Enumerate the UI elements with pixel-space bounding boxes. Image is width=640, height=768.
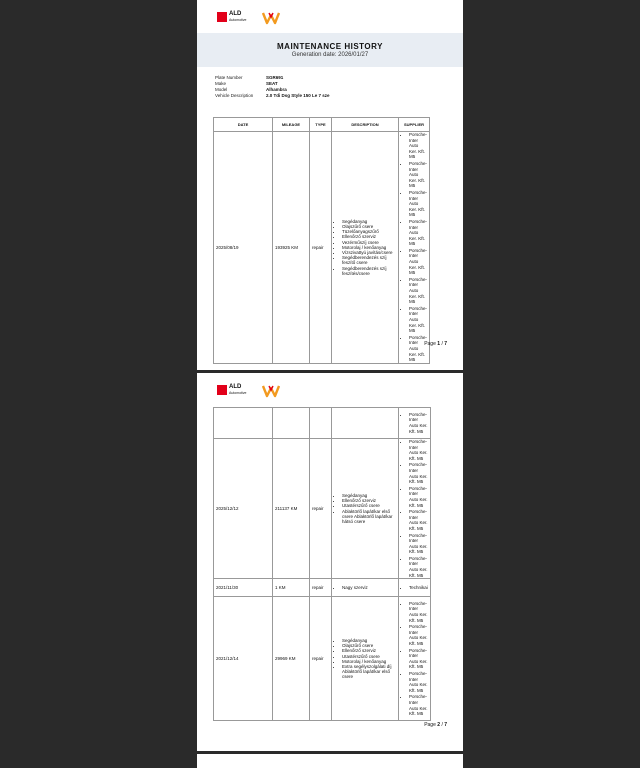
row-supplier xyxy=(399,439,431,579)
description-item: • Segédanyag xyxy=(342,493,396,498)
ald-logo-icon xyxy=(217,385,227,395)
row-date: 2025/12/12 xyxy=(214,439,273,579)
supplier-item: • Porsche-Inter Auto Ker. Kft. M5 xyxy=(409,335,427,363)
col-type-header: TYPE xyxy=(310,118,332,132)
ald-logo-subtext: Automotive xyxy=(229,18,247,22)
supplier-item: • Porsche-Inter Auto Ker. Kft. M5 xyxy=(409,306,427,334)
table-row xyxy=(214,132,430,364)
row-date: 2025/08/19 xyxy=(214,132,273,364)
partner-logo-icon xyxy=(262,11,280,25)
maintenance-table xyxy=(213,407,431,721)
description-item: • Extra segélyszolgálati díj Ablaktörlő lapát/kar első csere xyxy=(342,664,396,680)
description-item: • Olajszűrő csere xyxy=(342,224,396,229)
supplier-item: • Porsche-Inter Auto Ker. Kft. M5 xyxy=(409,190,427,218)
row-supplier xyxy=(399,408,431,439)
model-label: Model xyxy=(215,87,228,92)
ald-logo-text: ALD xyxy=(229,384,242,390)
description-item: • Segédberendezés szíj feszítés/csere xyxy=(342,266,396,276)
page-current: 2 xyxy=(437,722,441,728)
document-title: MAINTENANCE HISTORY xyxy=(277,42,383,51)
page-number xyxy=(424,722,447,728)
row-type xyxy=(310,408,332,439)
supplier-item: • Porsche-Inter Auto Ker. Kft. M5 xyxy=(409,533,428,555)
table-row xyxy=(214,579,431,597)
row-supplier xyxy=(399,597,431,721)
generation-date xyxy=(197,52,463,58)
description-item: • Segédanyag xyxy=(342,638,396,643)
supplier-item: • Technikai xyxy=(409,585,428,591)
supplier-list xyxy=(401,601,428,717)
row-date xyxy=(214,408,273,439)
description-list xyxy=(334,638,396,680)
supplier-list xyxy=(401,132,427,363)
partner-logo-icon xyxy=(262,384,280,398)
page-current: 1 xyxy=(437,341,441,347)
row-type: repair xyxy=(310,439,332,579)
supplier-item: • Porsche-Inter Auto Ker. Kft. M5 xyxy=(409,412,428,434)
make-label: Make xyxy=(215,81,227,86)
row-description xyxy=(332,132,399,364)
supplier-item: • Porsche-Inter Auto Ker. Kft. M5 xyxy=(409,648,428,670)
col-date-header: DATE xyxy=(214,118,273,132)
table-header-row xyxy=(214,118,430,132)
supplier-item: • Porsche-Inter Auto Ker. Kft. M5 xyxy=(409,486,428,508)
description-item: • Ellenőrző szerviz xyxy=(342,234,396,239)
make-value: SEAT xyxy=(266,81,278,86)
supplier-list xyxy=(401,412,428,434)
row-mileage: 1 KM xyxy=(273,579,310,597)
maintenance-table xyxy=(213,117,430,364)
description-item: • Vezérműszíj csere xyxy=(342,240,396,245)
col-description-header: DESCRIPTION xyxy=(332,118,399,132)
description-list xyxy=(334,493,396,524)
row-description xyxy=(332,439,399,579)
row-supplier xyxy=(399,579,431,597)
supplier-list xyxy=(401,439,428,578)
supplier-item: • Porsche-Inter Auto Ker. Kft. M5 xyxy=(409,161,427,189)
supplier-item: • Porsche-Inter Auto Ker. Kft. M5 xyxy=(409,694,428,716)
description-item: • Segédberendezés szíj feszítő csere xyxy=(342,255,396,265)
supplier-item: • Porsche-Inter Auto Ker. Kft. M5 xyxy=(409,277,427,305)
description-item: • Ellenőrző szerviz xyxy=(342,498,396,503)
row-description xyxy=(332,408,399,439)
supplier-item: • Porsche-Inter Auto Ker. Kft. M5 xyxy=(409,624,428,646)
col-supplier-header: SUPPLIER xyxy=(399,118,430,132)
description-list xyxy=(334,585,396,590)
description-item: • Motorolaj / kenőanyag xyxy=(342,245,396,250)
row-type: repair xyxy=(310,132,332,364)
description-item: • Tüzelőanyagszűrő xyxy=(342,229,396,234)
description-item: • Segédanyag xyxy=(342,219,396,224)
supplier-item: • Porsche-Inter Auto Ker. Kft. M5 xyxy=(409,439,428,461)
ald-logo-text: ALD xyxy=(229,11,242,17)
plate-value: SGR691 xyxy=(266,75,284,80)
description-list xyxy=(334,219,396,276)
supplier-item: • Porsche-Inter Auto Ker. Kft. M5 xyxy=(409,132,427,160)
supplier-item: • Porsche-Inter Auto Ker. Kft. M5 xyxy=(409,219,427,247)
row-type: repair xyxy=(310,579,332,597)
page-sep: / xyxy=(441,341,443,347)
table-row xyxy=(214,439,431,579)
page-total: 7 xyxy=(444,722,447,728)
description-item: • Vízszivattyú javítás/csere xyxy=(342,250,396,255)
page-label: Page xyxy=(424,341,436,347)
table-row xyxy=(214,597,431,721)
row-supplier xyxy=(399,132,430,364)
supplier-item: • Porsche-Inter Auto Ker. Kft. M5 xyxy=(409,509,428,531)
row-mileage: 29969 KM xyxy=(273,597,310,721)
generation-date-label: Generation date: xyxy=(291,52,337,58)
document-page-1 xyxy=(197,0,463,370)
document-page-3 xyxy=(197,754,463,768)
document-page-2 xyxy=(197,373,463,751)
supplier-item: • Porsche-Inter Auto Ker. Kft. M5 xyxy=(409,556,428,578)
description-item: • Olajszűrő csere xyxy=(342,643,396,648)
description-item: • Nagy szerviz xyxy=(342,585,396,590)
row-description xyxy=(332,579,399,597)
description-item: • Utastérszűrő csere xyxy=(342,503,396,508)
row-date: 2021/11/30 xyxy=(214,579,273,597)
row-type: repair xyxy=(310,597,332,721)
row-date: 2021/12/14 xyxy=(214,597,273,721)
description-item: • Ablaktörlő lapát/kar első csere Ablaktörlő lapát/kar hátsó csere xyxy=(342,509,396,525)
supplier-item: • Porsche-Inter Auto Ker. Kft. M5 xyxy=(409,248,427,276)
page-number xyxy=(424,341,447,347)
row-mileage: 193925 KM xyxy=(273,132,310,364)
row-mileage: 211137 KM xyxy=(273,439,310,579)
ald-logo-subtext: Automotive xyxy=(229,391,247,395)
description-item: • Ellenőrző szerviz xyxy=(342,648,396,653)
description-item: • Utastérszűrő csere xyxy=(342,654,396,659)
page-sep: / xyxy=(441,722,443,728)
vehicle-desc-value: 2.0 Tdi Dsg Style 150 Le 7 sze xyxy=(266,93,330,98)
generation-date-value: 2026/01/27 xyxy=(338,52,369,58)
vehicle-desc-label: Vehicle Description xyxy=(215,93,254,98)
page-label: Page xyxy=(424,722,436,728)
description-item: • Motorolaj / kenőanyag xyxy=(342,659,396,664)
supplier-item: • Porsche-Inter Auto Ker. Kft. M5 xyxy=(409,462,428,484)
plate-label: Plate Number xyxy=(215,75,243,80)
title-band xyxy=(197,33,463,67)
page-total: 7 xyxy=(444,341,447,347)
table-row xyxy=(214,408,431,439)
row-mileage xyxy=(273,408,310,439)
row-description xyxy=(332,597,399,721)
col-mileage-header: MILEAGE xyxy=(273,118,310,132)
supplier-item: • Porsche-Inter Auto Ker. Kft. M5 xyxy=(409,601,428,623)
supplier-item: • Porsche-Inter Auto Ker. Kft. M5 xyxy=(409,671,428,693)
vehicle-info xyxy=(215,75,330,99)
model-value: Alhambra xyxy=(266,87,287,92)
supplier-list xyxy=(401,585,428,591)
ald-logo-icon xyxy=(217,12,227,22)
